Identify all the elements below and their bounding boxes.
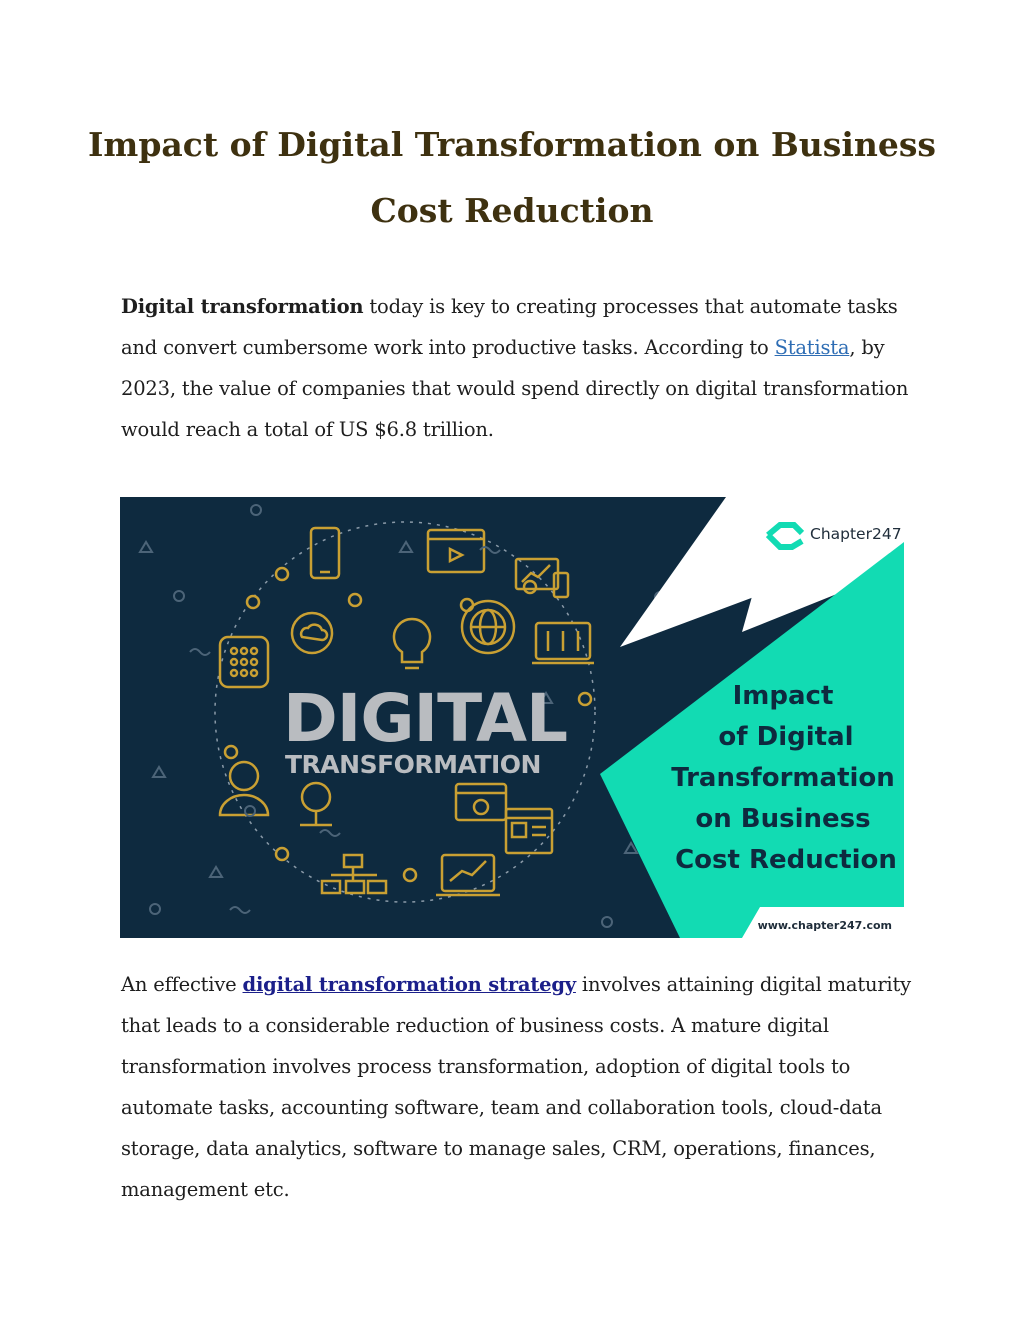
feature-banner-image <box>120 497 904 938</box>
title-line-1: Impact of Digital Transformation on Business <box>87 125 937 164</box>
banner-digital-word: DIGITAL <box>283 680 568 757</box>
intro-bold-lead: Digital transformation <box>121 295 364 318</box>
title-line-2: Cost Reduction <box>370 191 654 230</box>
banner-headline-line-3: Transformation <box>671 763 895 793</box>
banner-headline-line-2: of Digital <box>718 722 854 752</box>
banner-brand-name: Chapter247 <box>810 525 902 543</box>
intro-text-1: today is key to creating processes that automate tasks and convert cumbersome work into productive tasks. According to <box>121 295 898 359</box>
page-title <box>60 112 964 244</box>
banner-headline-line-1: Impact <box>732 681 834 711</box>
banner-headline-line-5: Cost Reduction <box>675 845 897 875</box>
intro-text-2: , by 2023, the value of companies that would spend directly on digital transformation would reach a total of US $6.8 trillion. <box>121 336 909 441</box>
globe-icon <box>462 601 514 653</box>
body-paragraph <box>121 964 911 1210</box>
banner-url: www.chapter247.com <box>757 919 892 932</box>
strategy-link[interactable]: digital transformation strategy <box>242 973 576 996</box>
banner-transformation-word: TRANSFORMATION <box>285 750 541 779</box>
intro-paragraph <box>121 286 911 450</box>
body-text-1: An effective <box>121 973 243 996</box>
banner-headline-line-4: on Business <box>695 804 871 834</box>
statista-link[interactable]: Statista <box>774 336 850 359</box>
body-text-2: involves attaining digital maturity that leads to a considerable reduction of business costs. A mature digital transformation involves process transformation, adoption of digital tools to automate tasks, accounting software, team and collaboration tools, cloud-data storage, data analytics, software to manage sales, CRM, operations, finances, management etc. <box>121 973 911 1201</box>
